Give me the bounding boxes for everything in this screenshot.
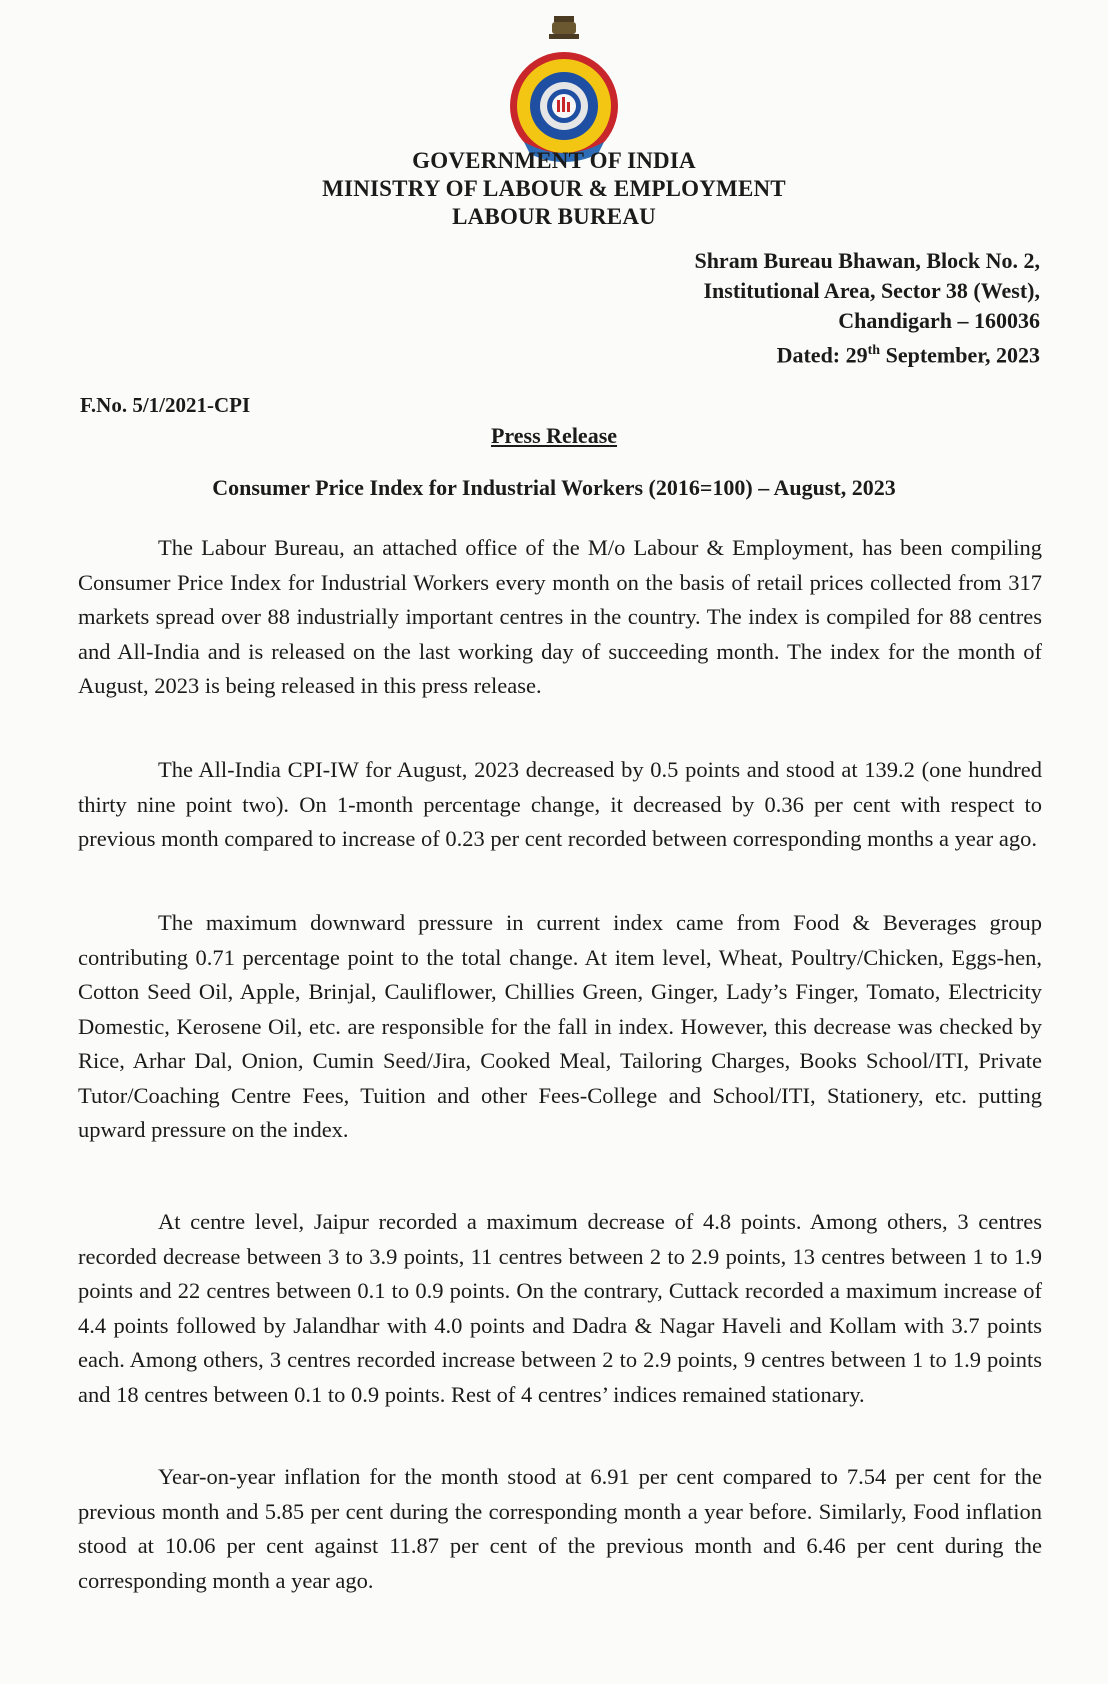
address-line-1: Shram Bureau Bhawan, Block No. 2,	[694, 248, 1040, 273]
address-line-2: Institutional Area, Sector 38 (West),	[703, 278, 1040, 303]
dated-rest: September, 2023	[880, 342, 1040, 368]
press-release-title: Press Release	[490, 423, 618, 448]
paragraph-5: Year-on-year inflation for the month stood at 6.91 per cent compared to 7.54 per cent for the previous month and 5.85 per cent during the corresponding month a year before. Similarly, Food inflation stood at 10.06 per cent against 11.87 per cent of the previous month and 6.46 per cent during the corresponding month a year ago.	[78, 1464, 1042, 1593]
dated-suffix-ordinal: th	[867, 343, 881, 358]
dated-prefix: Dated: 29	[776, 342, 868, 368]
file-number: F.No. 5/1/2021-CPI	[80, 393, 251, 417]
paragraph-1: The Labour Bureau, an attached office of the M/o Labour & Employment, has been compiling Consumer Price Index for Industrial Workers every month on the basis of retail prices collected from 317 markets spread over 88 industrially important centres in the country. The index is compiled for 88 centres and All-India and is released on the last working day of succeeding month. The index for the month of August, 2023 is being released in this press release.	[78, 535, 1042, 698]
paragraph-4: At centre level, Jaipur recorded a maximum decrease of 4.8 points. Among others, 3 centres recorded decrease between 3 to 3.9 points, 11 centres between 2 to 2.9 points, 13 centres between 1 to 1.9 points and 22 centres between 0.1 to 0.9 points. On the contrary, Cuttack recorded a maximum increase of 4.4 points followed by Jalandhar with 4.0 points and Dadra & Nagar Haveli and Kollam with 3.7 points each. Among others, 3 centres recorded increase between 2 to 2.9 points, 9 centres between 1 to 1.9 points and 18 centres between 0.1 to 0.9 points. Rest of 4 centres’ indices remained stationary.	[78, 1209, 1042, 1407]
govt-heading: GOVERNMENT OF INDIA	[412, 148, 696, 173]
labour-bureau-emblem	[494, 14, 634, 162]
address-line-3: Chandigarh – 160036	[838, 308, 1040, 333]
paragraph-3: The maximum downward pressure in current index came from Food & Beverages group contributing 0.71 percentage point to the total change. At item level, Wheat, Poultry/Chicken, Eggs-hen, Cotton Seed Oil, Apple, Brinjal, Cauliflower, Chillies Green, Ginger, Lady’s Finger, Tomato, Electricity Domestic, Kerosene Oil, etc. are responsible for the fall in index. However, this decrease was checked by Rice, Arhar Dal, Onion, Cumin Seed/Jira, Cooked Meal, Tailoring Charges, Books School/ITI, Private Tutor/Coaching Centre Fees, Tuition and other Fees-College and School/ITI, Stationery, etc. putting upward pressure on the index.	[78, 910, 1042, 1142]
dated-line	[694, 336, 1040, 370]
subject-heading: Consumer Price Index for Industrial Workers (2016=100) – August, 2023	[212, 475, 896, 500]
ministry-heading: MINISTRY OF LABOUR & EMPLOYMENT	[322, 176, 786, 201]
address-block	[694, 246, 1040, 370]
bureau-heading: LABOUR BUREAU	[452, 204, 656, 229]
paragraph-2: The All-India CPI-IW for August, 2023 decreased by 0.5 points and stood at 139.2 (one hundred thirty nine point two). On 1-month percentage change, it decreased by 0.36 per cent with respect to previous month compared to increase of 0.23 per cent recorded between corresponding months a year ago.	[78, 757, 1042, 851]
